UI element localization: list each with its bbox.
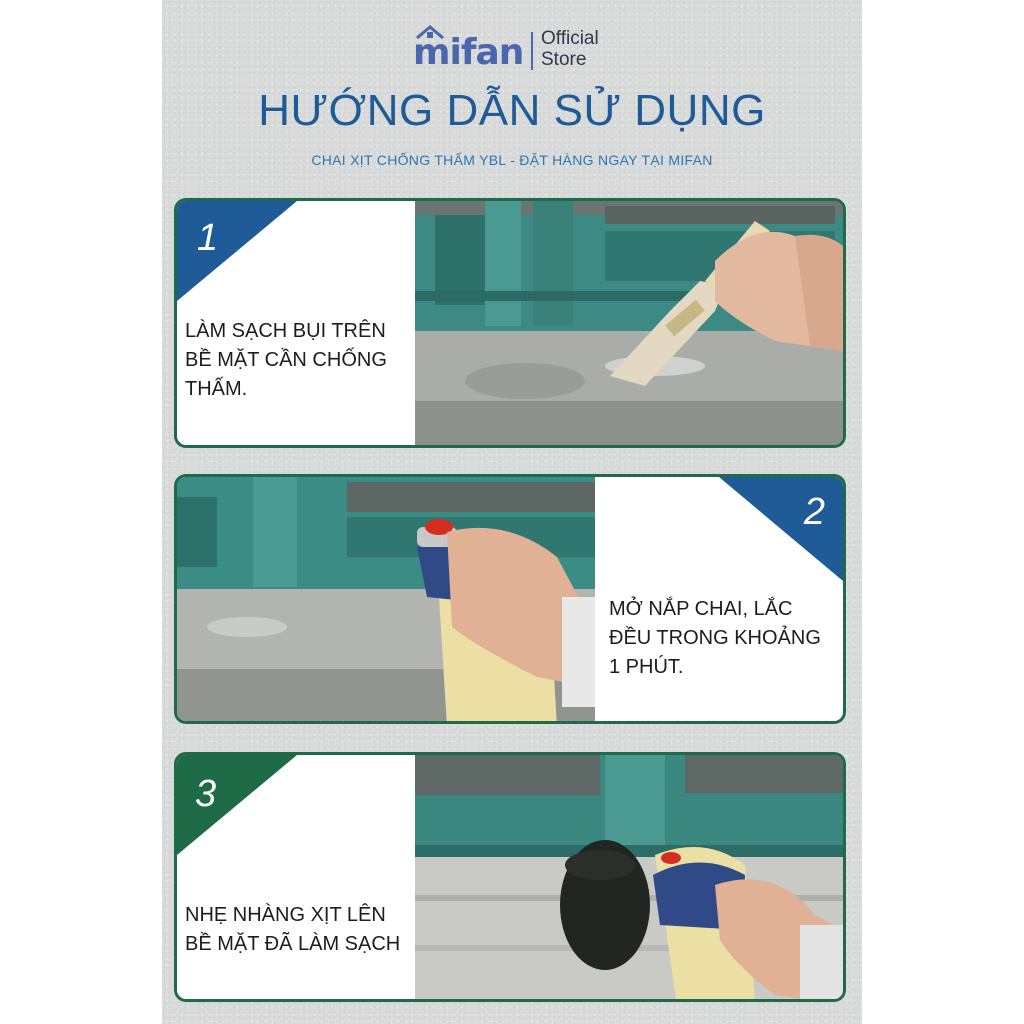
- step-1-corner-triangle: [177, 201, 297, 301]
- logo-divider: [531, 32, 533, 70]
- step-1-triangle-shape: [177, 201, 297, 301]
- step-number: 3: [195, 773, 217, 815]
- step-1-instruction: [185, 317, 387, 404]
- step-number: 1: [197, 217, 219, 259]
- store-line-2: Store: [541, 49, 587, 70]
- step-number: 2: [803, 491, 825, 533]
- step-card-1: [174, 198, 846, 448]
- step-3-line-1: NHẸ NHÀNG XỊT LÊN: [185, 904, 386, 926]
- page-title: HƯỚNG DẪN SỬ DỤNG: [258, 86, 766, 135]
- step-1-photo: [415, 201, 843, 445]
- step-3-instruction: [185, 901, 400, 959]
- step-3-photo: [415, 755, 843, 999]
- step-2-line-3: 1 PHÚT.: [609, 656, 684, 678]
- step-2-photo: [177, 477, 595, 721]
- store-line-1: Official: [541, 28, 599, 49]
- step-1-line-2: BỀ MẶT CẦN CHỐNG: [185, 349, 387, 371]
- step-card-2: [174, 474, 846, 724]
- step-1-line-3: THẤM.: [185, 378, 248, 400]
- page-subtitle: CHAI XỊT CHỐNG THẤM YBL - ĐẶT HÀNG NGAY TẠI MIFAN: [311, 152, 713, 168]
- step-2-line-1: MỞ NẮP CHAI, LẮC: [609, 598, 793, 620]
- step-2-instruction: [609, 595, 821, 682]
- step-3-line-2: BỀ MẶT ĐÃ LÀM SẠCH: [185, 933, 401, 955]
- official-store-label: [541, 28, 599, 70]
- logo-wordmark: mifan: [413, 32, 524, 73]
- step-2-line-2: ĐỀU TRONG KHOẢNG: [609, 627, 821, 649]
- step-card-3: [174, 752, 846, 1002]
- step-1-line-1: LÀM SẠCH BỤI TRÊN: [185, 320, 386, 342]
